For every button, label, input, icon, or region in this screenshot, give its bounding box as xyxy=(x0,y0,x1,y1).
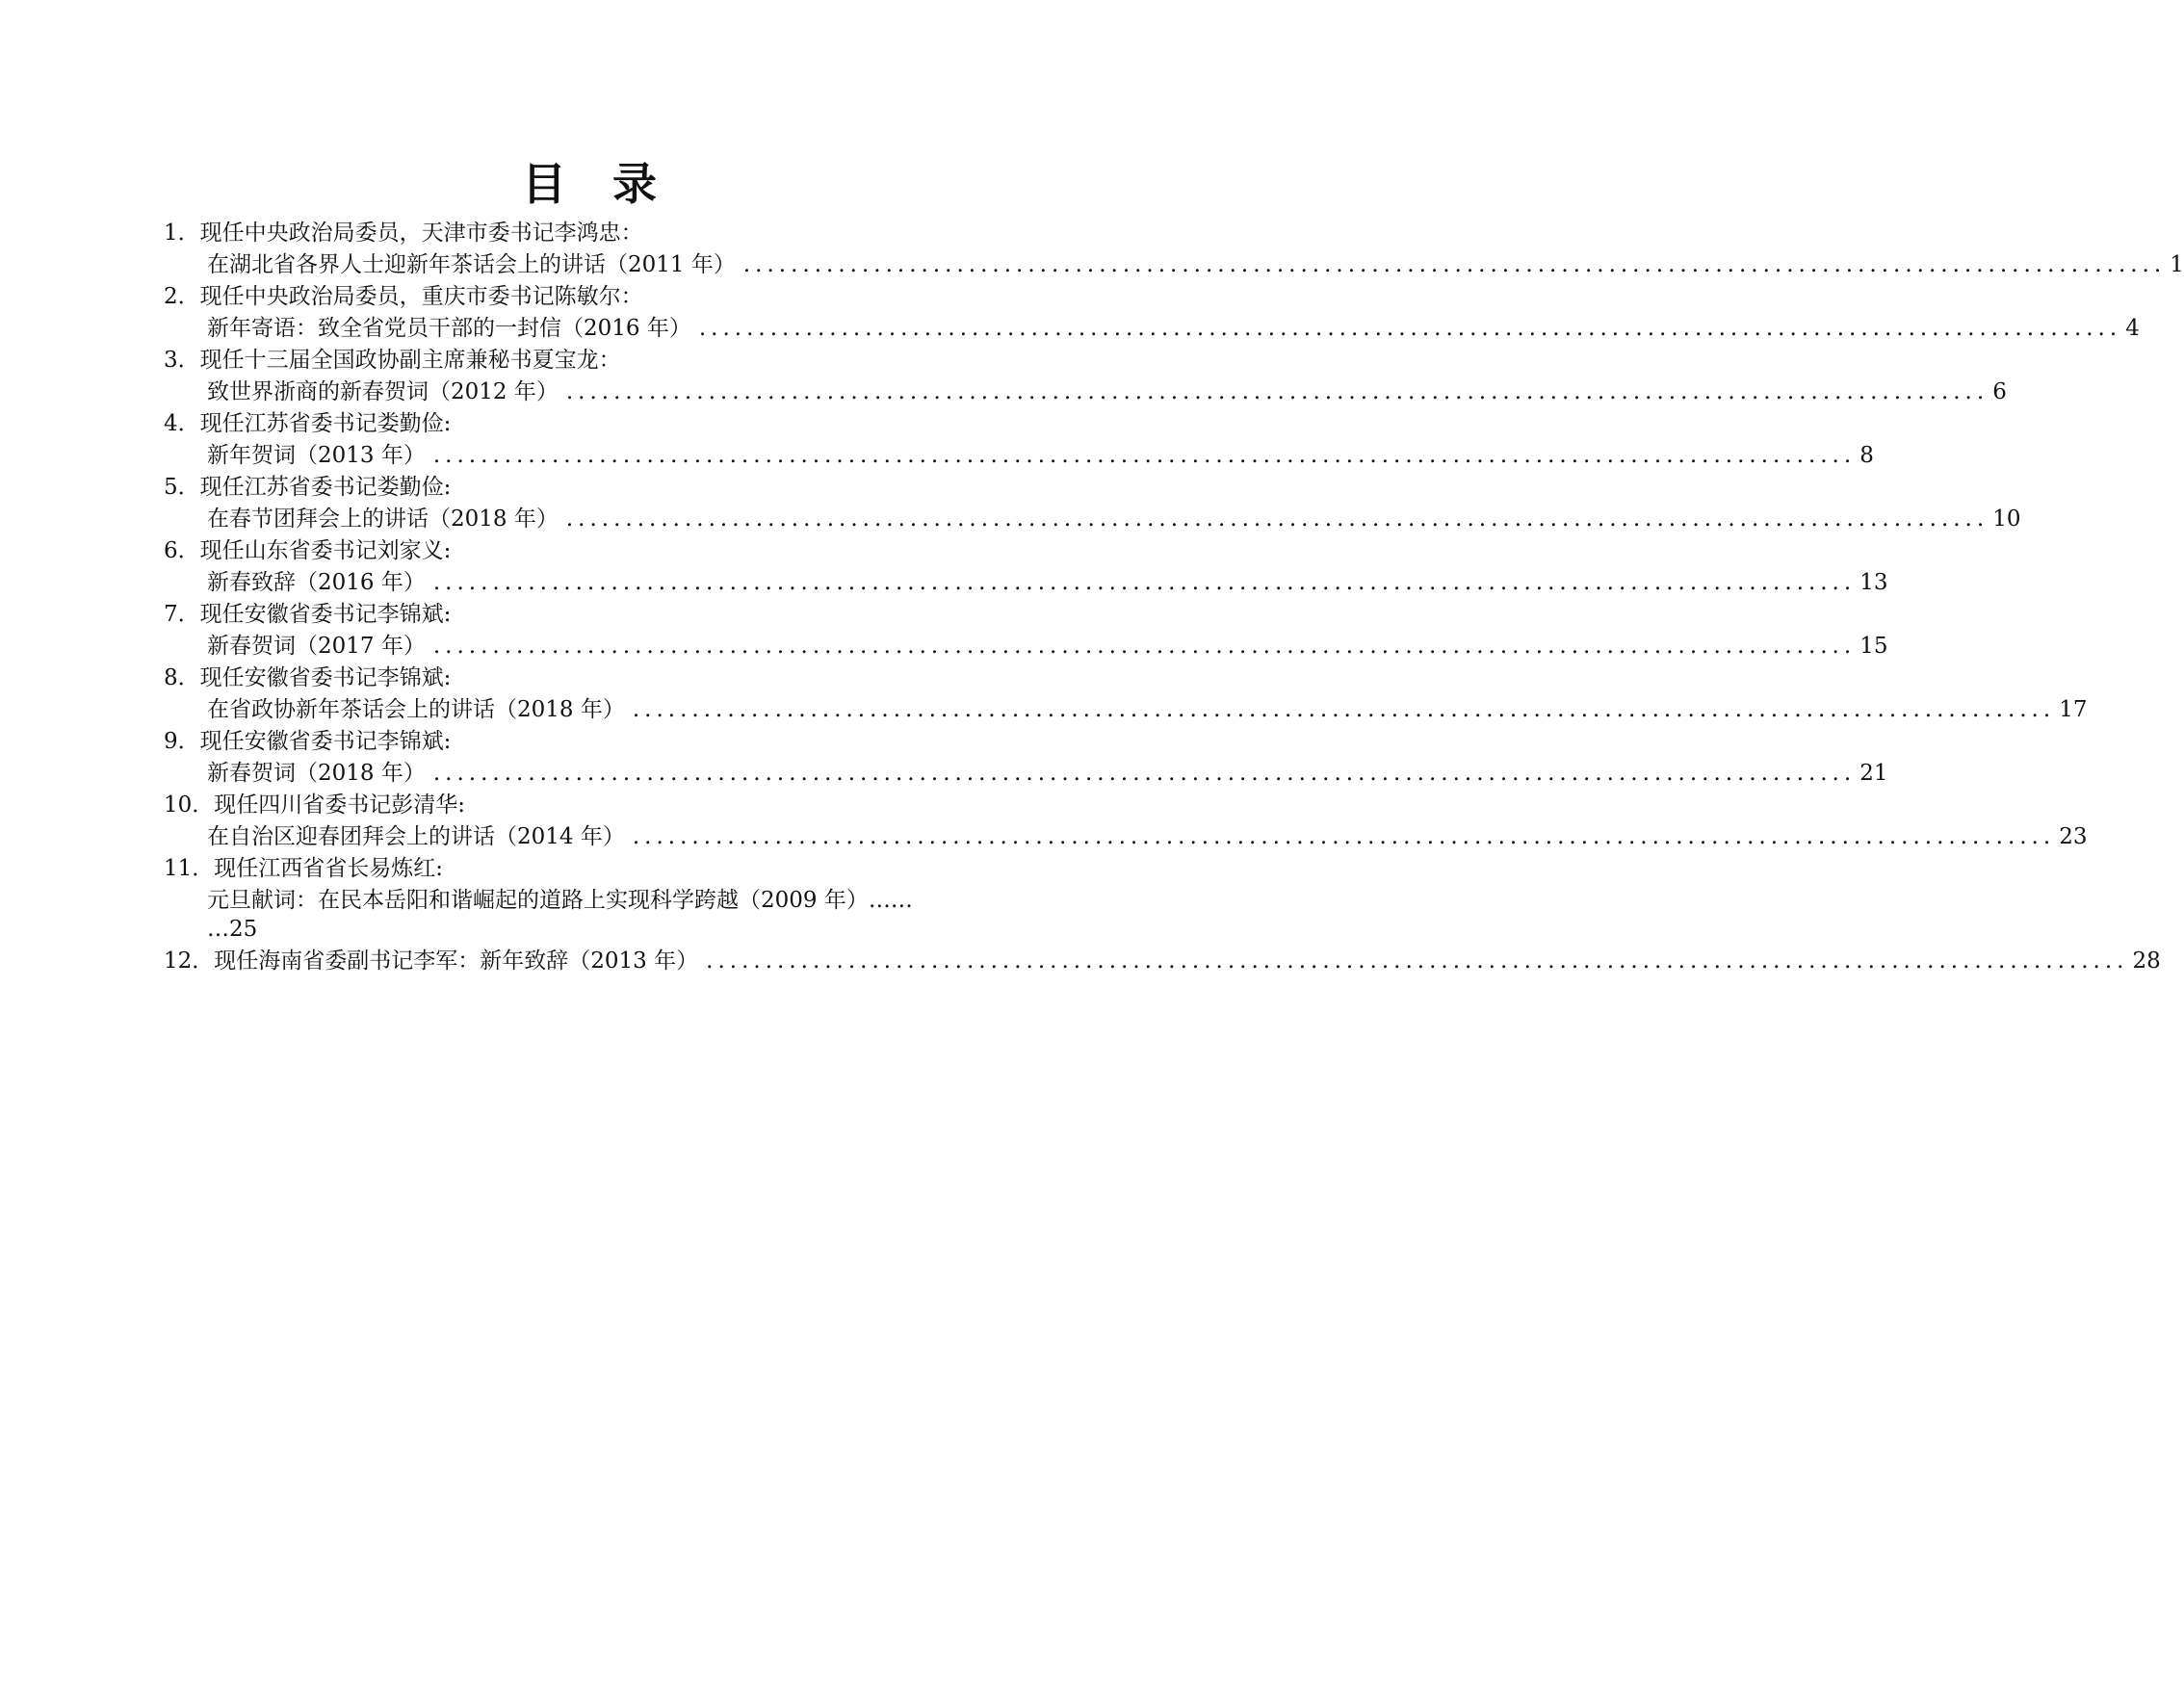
toc-page-number: 13 xyxy=(1859,570,1888,595)
page-title: 目 录 xyxy=(521,158,672,210)
toc-dot-leader: ........................................................................................................................ xyxy=(565,379,1989,404)
toc-dot-leader: ........................................................................................................................ xyxy=(706,948,2129,974)
toc-entry-6-heading xyxy=(164,535,1136,567)
toc-entry-9-heading xyxy=(164,726,1136,758)
toc-entry-number: 12． xyxy=(164,948,215,974)
toc-entry-number: 4． xyxy=(164,411,200,436)
toc-entry-heading: 现任十三届全国政协副主席兼秘书夏宝龙： xyxy=(199,348,621,373)
toc-dot-leader: ........................................................................................................................ xyxy=(432,761,1857,786)
toc-entry-number: 11． xyxy=(164,856,215,881)
toc-page-number: 17 xyxy=(2059,697,2088,722)
toc-entry-10-heading xyxy=(164,790,1136,821)
toc-entry-5-heading xyxy=(164,472,1136,504)
toc-entry-4-heading xyxy=(164,408,1136,440)
toc-entry-heading: 现任四川省委书记彭清华: xyxy=(214,793,466,818)
toc-entry-8-link[interactable] xyxy=(164,694,2088,726)
toc-entry-heading: 现任中央政治局委员，重庆市委书记陈敏尔： xyxy=(199,284,643,309)
table-of-contents xyxy=(164,218,2184,977)
toc-entry-number: 7． xyxy=(164,602,200,627)
toc-entry-12-link[interactable] xyxy=(164,946,2161,977)
toc-entry-number: 3． xyxy=(164,348,200,373)
toc-entry-number: 5． xyxy=(164,475,200,500)
toc-entry-1-heading xyxy=(164,218,1136,249)
toc-page-number: 10 xyxy=(1992,507,2021,532)
toc-entry-heading: 现任江苏省委书记娄勤俭: xyxy=(199,475,452,500)
toc-page-number: 8 xyxy=(1859,443,1874,468)
toc-entry-2-link[interactable] xyxy=(164,313,2140,345)
toc-page-number: 6 xyxy=(1992,379,2007,404)
toc-entry-6-link[interactable] xyxy=(164,567,1888,599)
toc-entry-11-link[interactable] xyxy=(164,885,1136,917)
toc-entry-subtitle: 在自治区迎春团拜会上的讲话（2014 年） xyxy=(207,824,625,849)
toc-entry-number: 6． xyxy=(164,538,200,563)
toc-page-number: 15 xyxy=(1859,634,1888,659)
toc-entry-3-link[interactable] xyxy=(164,377,2007,408)
toc-entry-subtitle: 新年寄语：致全省党员干部的一封信（2016 年） xyxy=(207,316,691,341)
toc-entry-5-link[interactable] xyxy=(164,504,2021,535)
toc-page-number: 21 xyxy=(1859,761,1888,786)
toc-entry-subtitle: 新春致辞（2016 年） xyxy=(207,570,426,595)
toc-dot-leader: ........................................................................................................................ xyxy=(632,824,2056,849)
toc-entry-subtitle: 新春贺词（2018 年） xyxy=(207,761,426,786)
toc-entry-number: 8． xyxy=(164,665,200,690)
toc-entry-subtitle: 元旦献词：在民本岳阳和谐崛起的道路上实现科学跨越（2009 年）…… xyxy=(207,888,913,913)
toc-entry-subtitle: 致世界浙商的新春贺词（2012 年） xyxy=(207,379,559,404)
toc-entry-subtitle: 新春贺词（2017 年） xyxy=(207,634,426,659)
toc-entry-7-link[interactable] xyxy=(164,631,1888,663)
toc-entry-subtitle: 在湖北省各界人士迎新年茶话会上的讲话（2011 年） xyxy=(207,252,736,277)
toc-entry-heading: 现任江西省省长易炼红: xyxy=(214,856,444,881)
toc-dot-leader: ........................................................................................................................ xyxy=(742,252,2167,277)
toc-page-number: 23 xyxy=(2059,824,2088,849)
toc-entry-heading: 现任中央政治局委员，天津市委书记李鸿忠： xyxy=(199,221,643,246)
toc-dot-leader: ........................................................................................................................ xyxy=(565,507,1989,532)
toc-entry-3-heading xyxy=(164,345,1136,377)
toc-entry-number: 10． xyxy=(164,793,215,818)
toc-entry-number: 2． xyxy=(164,284,200,309)
toc-entry-subtitle: 在省政协新年茶话会上的讲话（2018 年） xyxy=(207,697,625,722)
toc-page-number: 1 xyxy=(2170,252,2184,277)
toc-page-number: 28 xyxy=(2132,948,2161,974)
toc-entry-heading: 现任海南省委副书记李军：新年致辞（2013 年） xyxy=(214,948,699,974)
toc-entry-1-link[interactable] xyxy=(164,249,2184,281)
toc-entry-11-continuation[interactable] xyxy=(164,917,1136,946)
toc-entry-4-link[interactable] xyxy=(164,440,1874,472)
toc-entry-number: 1． xyxy=(164,221,200,246)
toc-dot-leader: ........................................................................................................................ xyxy=(432,570,1857,595)
toc-entry-2-heading xyxy=(164,281,1136,313)
toc-dot-leader: ........................................................................................................................ xyxy=(698,316,2122,341)
toc-entry-8-heading xyxy=(164,663,1136,694)
toc-dot-leader: ........................................................................................................................ xyxy=(632,697,2056,722)
toc-entry-subtitle: 在春节团拜会上的讲话（2018 年） xyxy=(207,507,559,532)
toc-dot-leader: ........................................................................................................................ xyxy=(432,634,1857,659)
toc-entry-11-heading xyxy=(164,853,1136,885)
toc-entry-9-link[interactable] xyxy=(164,758,1888,790)
toc-entry-number: 9． xyxy=(164,729,200,754)
toc-entry-heading: 现任安徽省委书记李锦斌: xyxy=(199,602,452,627)
toc-dot-leader: ........................................................................................................................ xyxy=(432,443,1857,468)
toc-entry-subtitle: 新年贺词（2013 年） xyxy=(207,443,426,468)
toc-entry-heading: 现任安徽省委书记李锦斌: xyxy=(199,665,452,690)
toc-entry-heading: 现任江苏省委书记娄勤俭: xyxy=(199,411,452,436)
toc-entry-10-link[interactable] xyxy=(164,821,2088,853)
toc-entry-7-heading xyxy=(164,599,1136,631)
toc-entry-heading: 现任安徽省委书记李锦斌: xyxy=(199,729,452,754)
toc-entry-heading: 现任山东省委书记刘家义: xyxy=(199,538,452,563)
toc-page-number: 4 xyxy=(2125,316,2140,341)
toc-page-number: …25 xyxy=(207,917,258,942)
